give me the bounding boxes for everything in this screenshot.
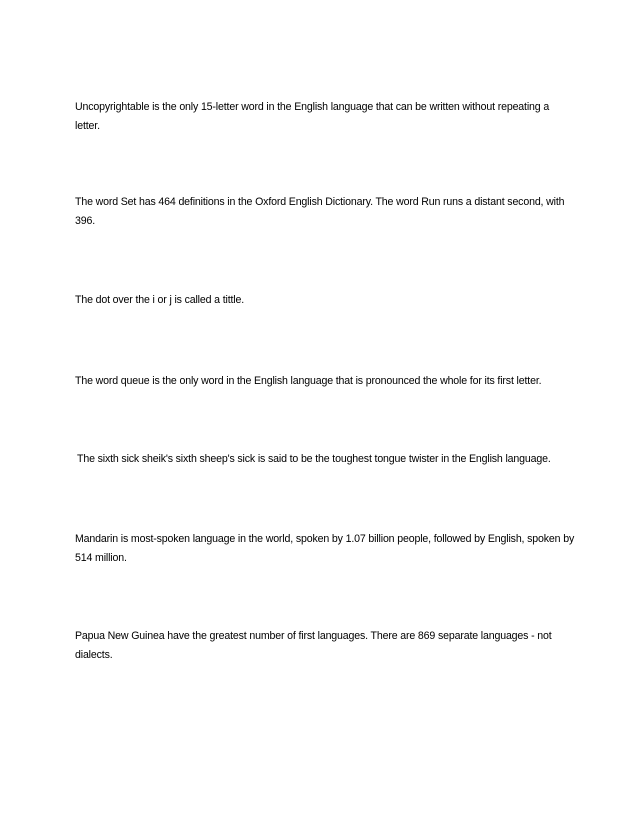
fact-paragraph-papua-new-guinea: Papua New Guinea have the greatest number of first languages. There are 869 separate languages - not dialects. (75, 630, 552, 661)
fact-paragraph-queue: The word queue is the only word in the English language that is pronounced the whole for its first letter. (75, 375, 542, 387)
fact-paragraph-tongue-twister: The sixth sick sheik's sixth sheep's sick is said to be the toughest tongue twister in the English language. (77, 453, 551, 465)
fact-paragraph-mandarin: Mandarin is most-spoken language in the world, spoken by 1.07 billion people, followed by English, spoken by 514 million. (75, 533, 575, 564)
fact-paragraph-word-set: The word Set has 464 definitions in the Oxford English Dictionary. The word Run runs a distant second, with 396. (75, 196, 565, 227)
fact-paragraph-uncopyrightable: Uncopyrightable is the only 15-letter word in the English language that can be written without repeating a letter. (75, 101, 550, 132)
fact-paragraph-tittle: The dot over the i or j is called a tittle. (75, 294, 245, 306)
